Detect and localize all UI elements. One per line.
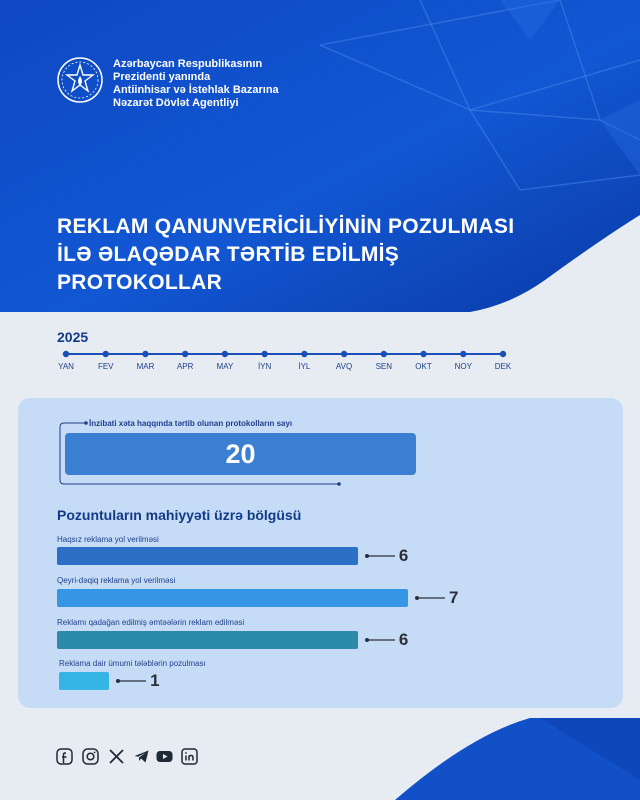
- bar: [59, 672, 109, 690]
- timeline-dot: [381, 351, 387, 357]
- timeline-month-label: SEN: [375, 362, 393, 371]
- organization-name: [113, 58, 279, 110]
- timeline-dot: [182, 351, 188, 357]
- bar-connector: [364, 636, 400, 644]
- telegram-icon[interactable]: [133, 748, 150, 765]
- timeline-axis: [0, 344, 640, 374]
- emblem-logo-icon: [56, 56, 104, 104]
- title-line: REKLAM QANUNVERİCİLİYİNİN POZULMASI: [57, 215, 515, 238]
- timeline-month-label: FEV: [97, 362, 114, 371]
- timeline-month-label: NOY: [454, 362, 472, 371]
- bar: [57, 631, 358, 649]
- bar: [57, 547, 358, 565]
- bar-category-label: Haqsız reklama yol verilməsi: [57, 535, 159, 544]
- bar-connector: [115, 677, 151, 685]
- timeline-month-label: APR: [176, 362, 194, 371]
- timeline-month-label: DEK: [494, 362, 512, 371]
- bar-value-label: 6: [398, 546, 409, 565]
- bar: [57, 589, 408, 607]
- timeline-dot: [103, 351, 109, 357]
- bar-value-label: 1: [150, 671, 160, 690]
- bar-value-label: 6: [398, 630, 409, 649]
- title-line: İLƏ ƏLAQƏDAR TƏRTİB EDİLMİŞ: [57, 243, 400, 266]
- timeline-dot: [301, 351, 307, 357]
- timeline-dot: [460, 351, 466, 357]
- linkedin-icon[interactable]: [181, 748, 198, 765]
- organization-line: Antiinhisar və İstehlak Bazarına: [113, 84, 279, 96]
- bar-connector: [414, 594, 450, 602]
- timeline-month-label: OKT: [415, 362, 432, 371]
- timeline-month-label: AVQ: [335, 362, 353, 371]
- total-label: İnzibati xəta haqqında tərtib olunan protokolların sayı: [89, 419, 293, 428]
- timeline-year: 2025: [57, 329, 89, 345]
- total-value: 20: [65, 433, 416, 475]
- bar-category-label: Reklamı qadağan edilmiş əmtəələrin reklam edilməsi: [57, 618, 245, 627]
- x-icon[interactable]: [108, 748, 125, 765]
- timeline-month-label: MAR: [136, 362, 155, 371]
- timeline-dot: [222, 351, 228, 357]
- bar-category-label: Qeyri-dəqiq reklama yol verilməsi: [57, 576, 176, 585]
- timeline-dot: [142, 351, 148, 357]
- timeline-dot: [420, 351, 426, 357]
- bar-connector: [364, 552, 400, 560]
- section-title: Pozuntuların mahiyyəti üzrə bölgüsü: [57, 507, 302, 523]
- timeline-dot: [500, 351, 506, 357]
- instagram-icon[interactable]: [82, 748, 99, 765]
- timeline-dot: [261, 351, 267, 357]
- timeline-dot: [63, 351, 69, 357]
- organization-line: Prezidenti yanında: [113, 71, 211, 83]
- page-title: [57, 213, 514, 297]
- bar-category-label: Reklama dair ümumi tələblərin pozulması: [59, 659, 206, 668]
- timeline-month-label: MAY: [216, 362, 234, 371]
- timeline-dot: [341, 351, 347, 357]
- timeline-month-label: İYN: [257, 362, 272, 371]
- organization-line: Nəzarət Dövlət Agentliyi: [113, 97, 239, 109]
- title-line: PROTOKOLLAR: [57, 271, 223, 294]
- youtube-icon[interactable]: [156, 748, 173, 765]
- timeline-month-label: İYL: [298, 362, 311, 371]
- facebook-icon[interactable]: [56, 748, 73, 765]
- timeline-month-label: YAN: [58, 362, 74, 371]
- organization-line: Azərbaycan Respublikasının: [113, 58, 263, 70]
- bar-value-label: 7: [449, 588, 459, 607]
